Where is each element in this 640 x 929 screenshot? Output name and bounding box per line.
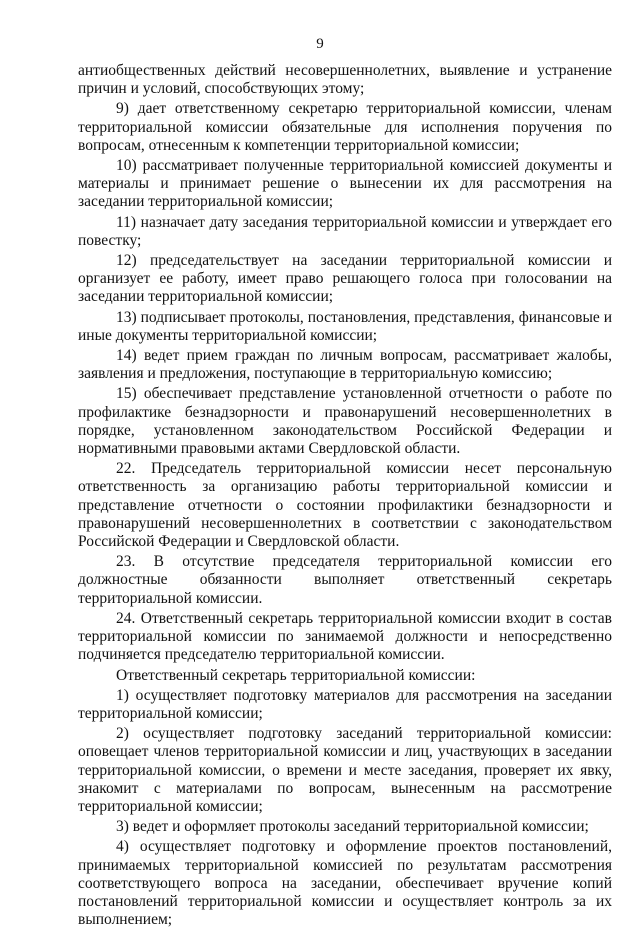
paragraph-item-13: 13) подписывает протоколы, постановления, представления, финансовые и иные документы территориальной комиссии; bbox=[78, 308, 612, 344]
paragraph-item-9: 9) дает ответственному секретарю территориальной комиссии, членам территориальной комиссии обязательные для исполнения поручения по вопросам, отнесенным к компетенции территориальной комиссии; bbox=[78, 100, 612, 154]
paragraph-secretary-item-4: 4) осуществляет подготовку и оформление проектов постановлений, принимаемых территориальной комиссией по результатам рассмотрения соответствующего вопроса на заседании, обеспечивает вручение копий постановлений территориальной комиссии и осуществляет контроль за их выполнением; bbox=[78, 838, 612, 929]
paragraph-secretary-intro: Ответственный секретарь территориальной комиссии: bbox=[116, 666, 476, 684]
paragraph-item-14: 14) ведет прием граждан по личным вопросам, рассматривает жалобы, заявления и предложения, поступающие в территориальную комиссию; bbox=[78, 347, 612, 383]
page-number: 9 bbox=[316, 36, 324, 52]
paragraph-section-23: 23. В отсутствие председателя территориальной комиссии его должностные обязанности выполняет ответственный секретарь территориальной комиссии. bbox=[78, 553, 612, 607]
paragraph-item-11: 11) назначает дату заседания территориальной комиссии и утверждает его повестку; bbox=[78, 213, 612, 249]
paragraph-item-12: 12) председательствует на заседании территориальной комиссии и организует ее работу, имеет право решающего голоса при голосовании на заседании территориальной комиссии; bbox=[78, 252, 612, 306]
paragraph-section-22: 22. Председатель территориальной комиссии несет персональную ответственность за организацию работы территориальной комиссии и представление отчетности о состоянии профилактики безнадзорности и правонарушений несовершеннолетних в соответствии с законодательством Российской Федерации и Свердловской области. bbox=[78, 460, 612, 551]
paragraph-secretary-item-1: 1) осуществляет подготовку материалов для рассмотрения на заседании территориальной комиссии; bbox=[78, 686, 612, 722]
paragraph-secretary-item-2: 2) осуществляет подготовку заседаний территориальной комиссии: оповещает членов территориальной комиссии и лиц, участвующих в заседании территориальной комиссии, о времени и месте заседания, проверяет их явку, знакомит с материалами по вопросам, вынесенным на рассмотрение территориальной комиссии; bbox=[78, 725, 612, 815]
paragraph-continuation: антиобщественных действий несовершеннолетних, выявление и устранение причин и условий, способствующих этому; bbox=[78, 62, 612, 98]
paragraph-item-15: 15) обеспечивает представление установленной отчетности о работе по профилактике безнадзорности и правонарушений несовершеннолетних в порядке, установленном законодательством Российской Федерации и нормативными правовыми актами Свердловской области. bbox=[78, 385, 612, 458]
paragraph-secretary-item-3: 3) ведет и оформляет протоколы заседаний территориальной комиссии; bbox=[116, 818, 589, 836]
paragraph-item-10: 10) рассматривает полученные территориальной комиссией документы и материалы и принимает решение о вынесении их для рассмотрения на заседании территориальной комиссии; bbox=[78, 157, 612, 211]
document-body bbox=[78, 62, 612, 929]
paragraph-section-24: 24. Ответственный секретарь территориальной комиссии входит в состав территориальной комиссии по занимаемой должности и непосредственно подчиняется председателю территориальной комиссии. bbox=[78, 609, 612, 664]
